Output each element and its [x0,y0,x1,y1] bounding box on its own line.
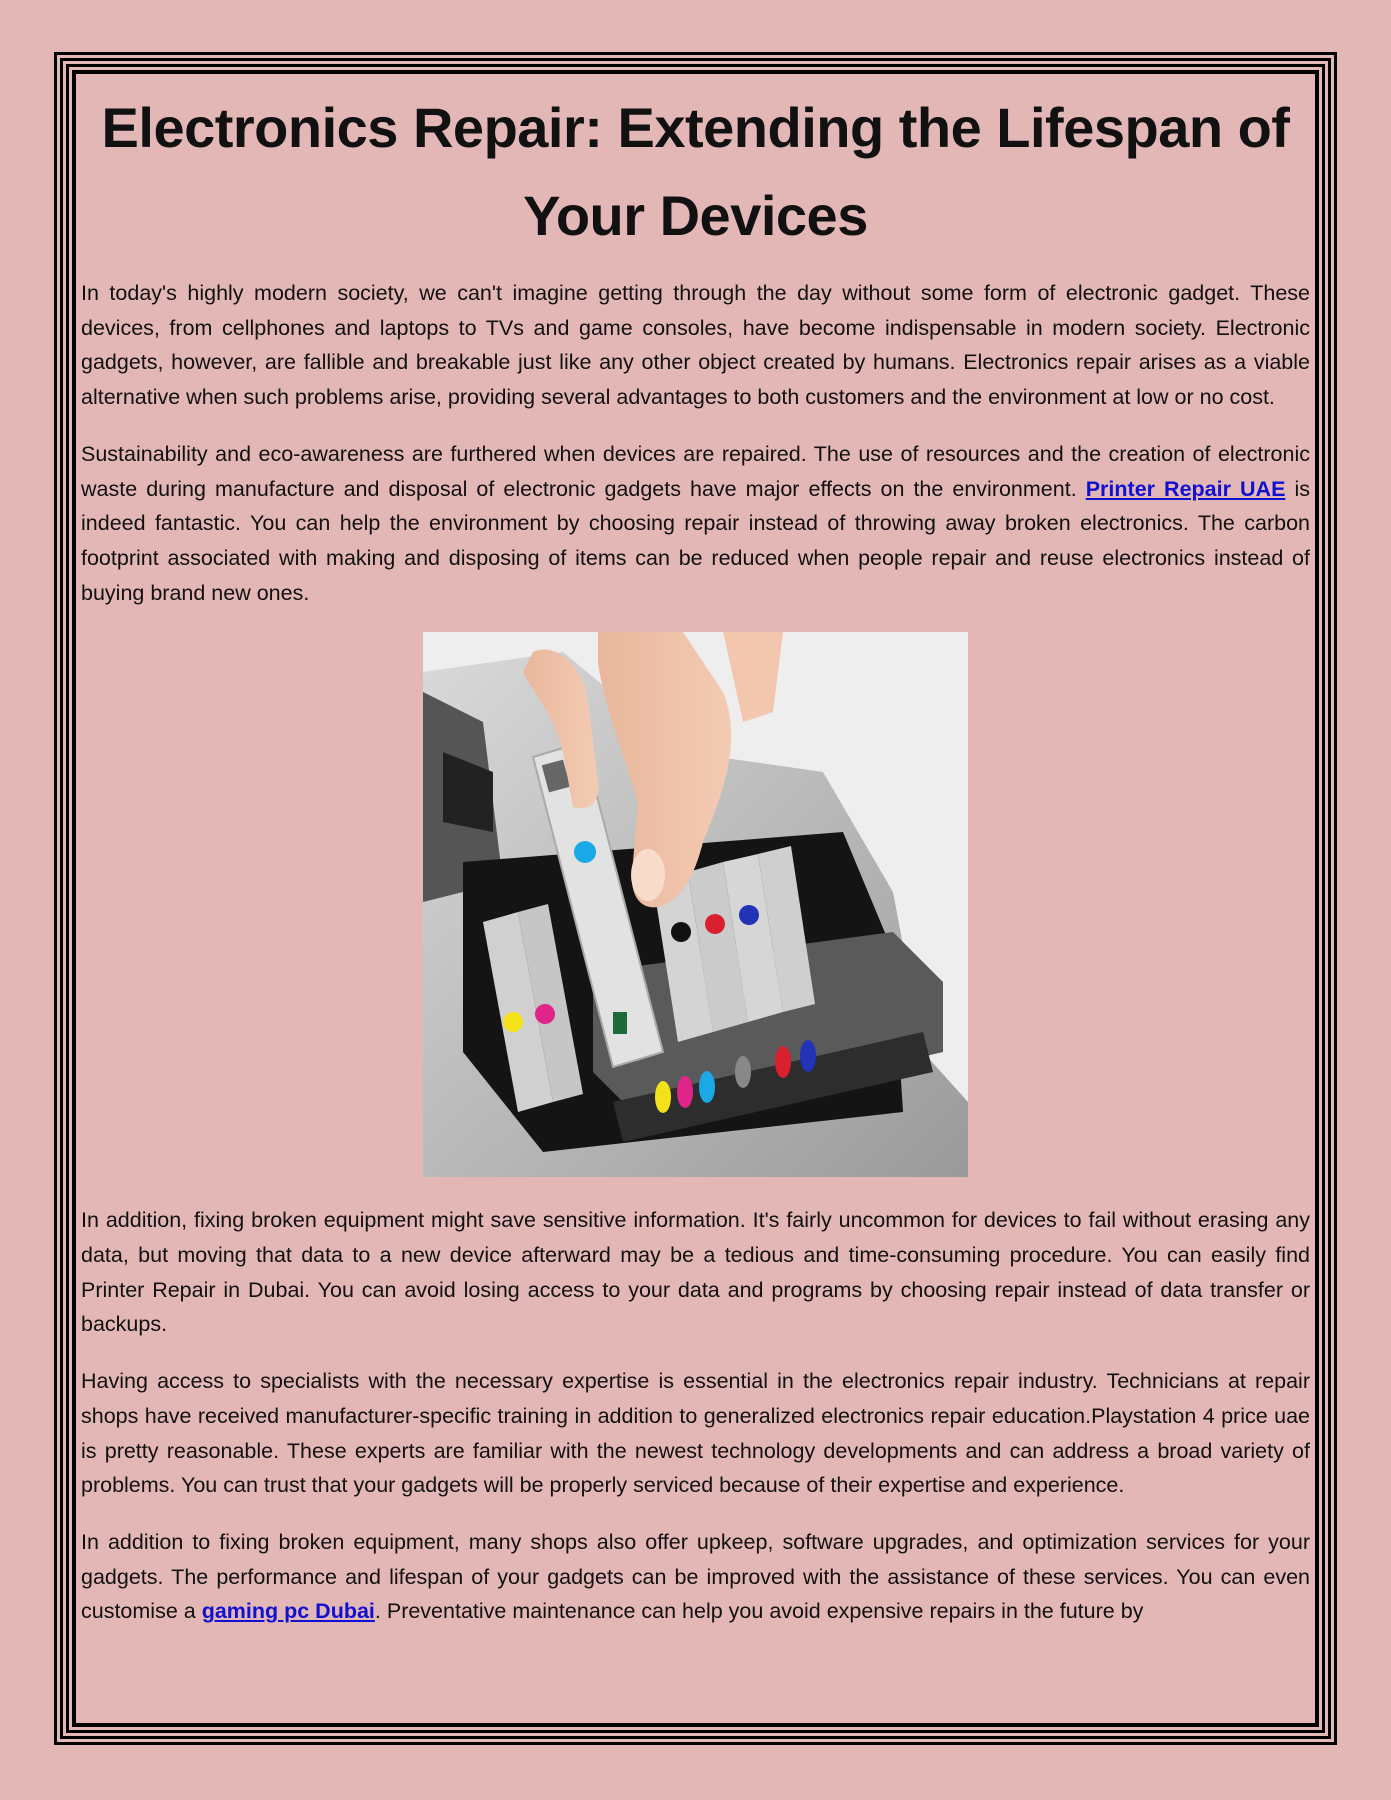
printer-cartridge-illustration [423,632,968,1177]
paragraph-2 [81,437,1310,611]
paragraph-5-text-after: . Preventative maintenance can help you avoid expensive repairs in the future by [374,1599,1144,1624]
paragraph-4: Having access to specialists with the necessary expertise is essential in the electronics repair industry. Technicians at repair shops have received manufacturer-specific training in addition to generalized electronics repair education.Playstation 4 price uae is pretty reasonable. These experts are familiar with the newest technology developments and can address a broad variety of problems. You can trust that your gadgets will be properly serviced because of their expertise and experience. [81,1369,1310,1498]
paragraph-5-text-before: In addition to fixing broken equipment, many shops also offer upkeep, software upgrades, and optimization services for your gadgets. The performance and lifespan of your gadgets can be improved with the assistance of these services. You can even customise a [81,1529,1310,1624]
gaming-pc-dubai-link[interactable]: gaming pc Dubai [201,1599,375,1624]
paragraph-2-text-after: is indeed fantastic. You can help the environment by choosing repair instead of throwing away broken electronics. The carbon footprint associated with making and disposing of items can be reduced when people repair and reuse electronics instead of buying brand new ones. [81,476,1310,605]
printer-cartridge-image [423,632,968,1177]
paragraph-1: In today's highly modern society, we can't imagine getting through the day without some form of electronic gadget. These devices, from cellphones and laptops to TVs and game consoles, have become indispensable in modern society. Electronic gadgets, however, are fallible and breakable just like any other object created by humans. Electronics repair arises as a viable alternative when such problems arise, providing several advantages to both customers and the environment at low or no cost. [81,281,1310,410]
paragraph-2-text-before: Sustainability and eco-awareness are furthered when devices are repaired. The use of resources and the creation of electronic waste during manufacture and disposal of electronic gadgets have major effects on the environment. [81,441,1310,501]
printer-repair-uae-link[interactable]: Printer Repair UAE [1085,476,1286,501]
paragraph-3: In addition, fixing broken equipment might save sensitive information. It's fairly uncommon for devices to fail without erasing any data, but moving that data to a new device afterward may be a tedious and time-consuming procedure. You can easily find Printer Repair in Dubai. You can avoid losing access to your data and programs by choosing repair instead of data transfer or backups. [81,1208,1310,1337]
document-content [81,84,1310,1720]
paragraph-5 [81,1525,1310,1629]
document-title: Electronics Repair: Extending the Lifespan of Your Devices [101,96,1290,247]
